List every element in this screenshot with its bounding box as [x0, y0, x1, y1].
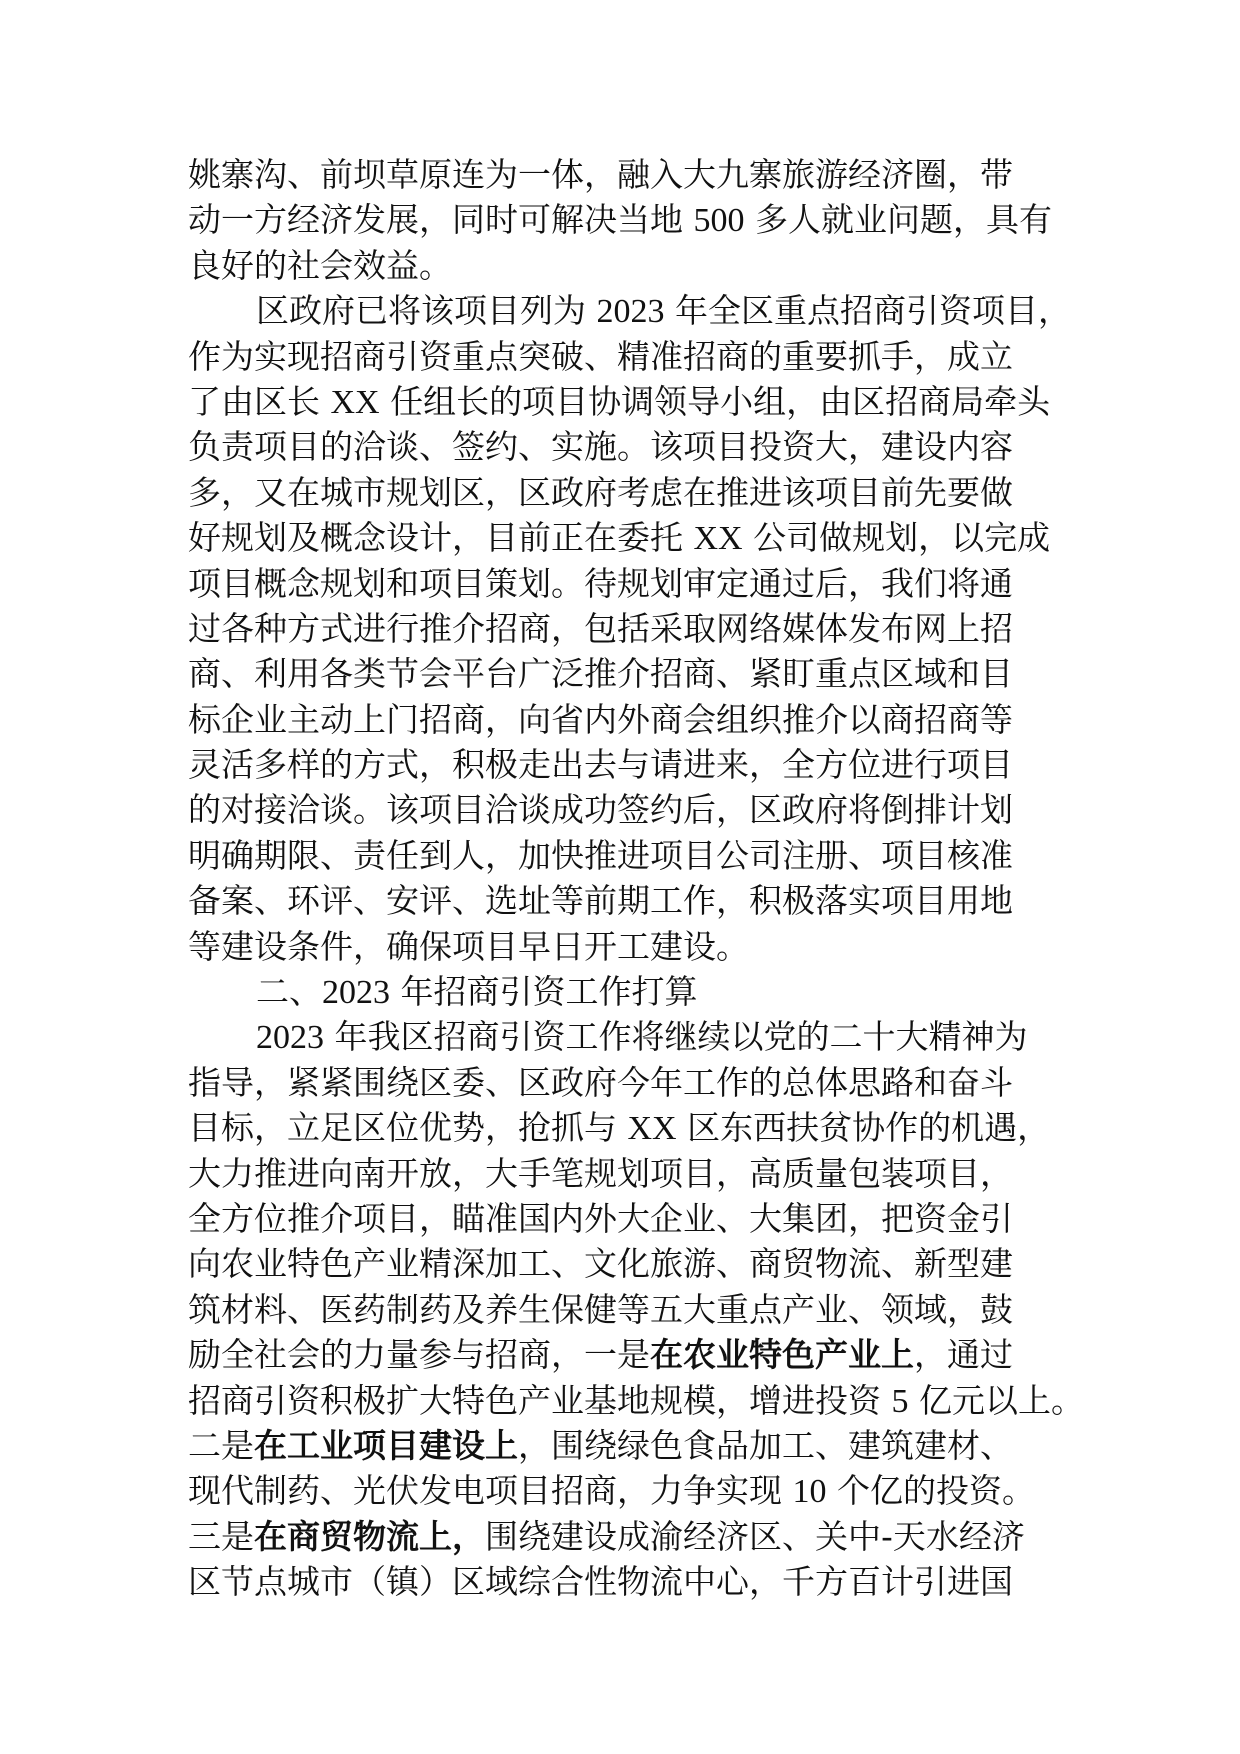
number-text: 10 — [792, 1473, 827, 1511]
text-line — [188, 561, 1093, 606]
text-run: 亿元以上。 — [908, 1380, 1084, 1420]
text-run: ，围绕绿色食品加工、建筑建材、 — [518, 1425, 1013, 1465]
text-run: 等建设条件，确保项目早日开工建设。 — [188, 926, 749, 966]
text-run: 区东西扶贫协作的机遇， — [676, 1108, 1051, 1148]
text-line — [188, 1378, 1093, 1423]
bold-text: 在商贸物流上， — [254, 1516, 485, 1556]
text-line — [188, 878, 1093, 923]
text-run: 二、 — [256, 972, 322, 1012]
text-run: 年招商引资工作打算 — [390, 972, 698, 1012]
text-run: 指导，紧紧围绕区委、区政府今年工作的总体思路和奋斗 — [188, 1062, 1013, 1102]
text-run: 年全区重点招商引资项目， — [664, 291, 1071, 331]
number-text: 500 — [693, 202, 745, 240]
text-line — [188, 1060, 1093, 1105]
text-line — [188, 697, 1093, 742]
text-run: 二是 — [188, 1425, 254, 1465]
text-run: 过各种方式进行推介招商，包括采取网络媒体发布网上招 — [188, 608, 1013, 648]
text-line — [188, 1014, 1093, 1059]
text-run: 多，又在城市规划区，区政府考虑在推进该项目前先要做 — [188, 472, 1013, 512]
text-line — [188, 924, 1093, 969]
text-line — [188, 1105, 1093, 1150]
text-run: 备案、环评、安评、选址等前期工作，积极落实项目用地 — [188, 881, 1013, 921]
text-line — [188, 515, 1093, 560]
text-line — [188, 197, 1093, 242]
text-run: 好规划及概念设计，目前正在委托 — [188, 518, 694, 558]
text-run: 了由区长 — [188, 381, 331, 421]
number-text: XX — [693, 520, 743, 558]
text-line — [188, 787, 1093, 832]
text-run: 现代制药、光伏发电项目招商，力争实现 — [188, 1471, 793, 1511]
text-line — [188, 969, 1093, 1014]
text-line — [188, 379, 1093, 424]
text-run: 大力推进向南开放，大手笔规划项目，高质量包装项目， — [188, 1153, 1013, 1193]
text-run: 负责项目的洽谈、签约、实施。该项目投资大，建设内容 — [188, 427, 1013, 467]
text-run: 商、利用各类节会平台广泛推介招商、紧盯重点区域和目 — [188, 654, 1013, 694]
text-line — [188, 1287, 1093, 1332]
text-run: 姚寨沟、前坝草原连为一体，融入大九寨旅游经济圈，带 — [188, 155, 1013, 194]
text-run: 任组长的项目协调领导小组，由区招商局牵头 — [379, 381, 1051, 421]
text-line — [188, 470, 1093, 515]
text-run: 筑材料、医药制药及养生保健等五大重点产业、领域，鼓 — [188, 1289, 1013, 1329]
number-text: 5 — [891, 1382, 909, 1420]
text-run: 全方位推介项目，瞄准国内外大企业、大集团，把资金引 — [188, 1198, 1013, 1238]
text-run: 明确期限、责任到人，加快推进项目公司注册、项目核准 — [188, 835, 1013, 875]
text-line — [188, 1468, 1093, 1513]
text-run: 良好的社会效益。 — [188, 245, 452, 285]
text-run: 区政府已将该项目列为 — [256, 291, 597, 331]
text-run: 年我区招商引资工作将继续以党的二十大精神为 — [324, 1017, 1028, 1057]
text-line — [188, 1559, 1093, 1604]
text-run: 项目概念规划和项目策划。待规划审定通过后，我们将通 — [188, 563, 1013, 603]
bold-text: 在农业特色产业上 — [650, 1335, 914, 1375]
number-text: 2023 — [256, 1019, 324, 1057]
number-text: 2023 — [596, 293, 665, 331]
text-line — [188, 1423, 1093, 1468]
body-text — [188, 152, 1093, 1605]
text-line — [188, 833, 1093, 878]
text-line — [188, 1151, 1093, 1196]
number-text: 2023 — [322, 974, 390, 1012]
text-run: 灵活多样的方式，积极走出去与请进来，全方位进行项目 — [188, 745, 1013, 785]
text-run: 动一方经济发展，同时可解决当地 — [188, 200, 694, 240]
number-text: XX — [330, 383, 380, 421]
text-run: 目标，立足区位优势，抢抓与 — [188, 1108, 628, 1148]
text-run: 公司做规划，以完成 — [742, 518, 1051, 558]
text-run: 三是 — [188, 1516, 254, 1556]
text-line — [188, 1196, 1093, 1241]
text-run: ，通过 — [914, 1335, 1013, 1375]
text-run: 励全社会的力量参与招商，一是 — [188, 1335, 650, 1375]
text-run: 作为实现招商引资重点突破、精准招商的重要抓手，成立 — [188, 336, 1013, 376]
text-run: 向农业特色产业精深加工、文化旅游、商贸物流、新型建 — [188, 1244, 1013, 1284]
text-line — [188, 334, 1093, 379]
text-run: 标企业主动上门招商，向省内外商会组织推介以商招商等 — [188, 699, 1013, 739]
text-run: 围绕建设成渝经济区、关中-天水经济 — [485, 1516, 1025, 1556]
text-line — [188, 651, 1093, 696]
text-line — [188, 606, 1093, 651]
text-run: 区节点城市（镇）区域综合性物流中心，千方百计引进国 — [188, 1562, 1013, 1602]
text-run: 多人就业问题，具有 — [744, 200, 1052, 240]
text-line — [188, 424, 1093, 469]
text-line — [188, 1514, 1093, 1559]
text-line — [188, 1332, 1093, 1377]
number-text: XX — [627, 1110, 677, 1148]
text-line — [188, 243, 1093, 288]
text-line — [188, 288, 1093, 333]
text-run: 个亿的投资。 — [826, 1471, 1035, 1511]
bold-text: 在工业项目建设上 — [254, 1425, 518, 1465]
text-line — [188, 152, 1093, 197]
text-line — [188, 1241, 1093, 1286]
text-run: 的对接洽谈。该项目洽谈成功签约后，区政府将倒排计划 — [188, 790, 1013, 830]
text-line — [188, 742, 1093, 787]
text-run: 招商引资积极扩大特色产业基地规模，增进投资 — [188, 1380, 892, 1420]
